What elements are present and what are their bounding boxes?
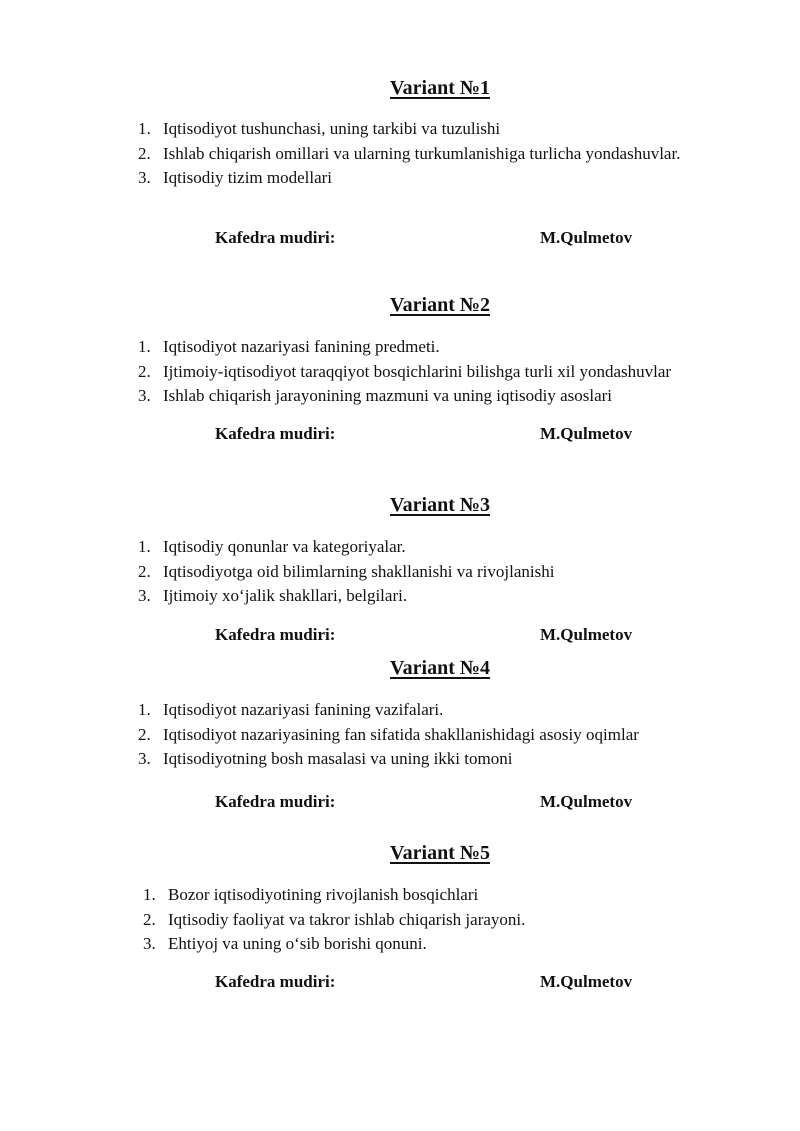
- variant-1-title: Variant №1: [390, 77, 490, 99]
- signature-role: Kafedra mudiri:: [215, 228, 336, 247]
- item-text: Iqtisodiyotning bosh masalasi va uning ikki tomoni: [163, 749, 513, 768]
- variant-2-title: Variant №2: [390, 294, 490, 316]
- variant-4-title: Variant №4: [390, 657, 490, 679]
- item-text: Iqtisodiyot nazariyasining fan sifatida shakllanishidagi asosiy oqimlar: [163, 724, 639, 744]
- signature-name: M.Qulmetov: [540, 424, 633, 443]
- signature-name: M.Qulmetov: [540, 972, 633, 991]
- list-item: [138, 584, 554, 609]
- item-text: Iqtisodiyotga oid bilimlarning shakllanishi va rivojlanishi: [163, 561, 555, 581]
- item-number: 1.: [138, 337, 151, 356]
- item-number: 2.: [138, 361, 151, 381]
- list-item: [138, 360, 671, 385]
- item-text: Ijtimoiy-iqtisodiyot taraqqiyot bosqichlarini bilishga turli xil yondashuvlar: [163, 361, 672, 381]
- item-text: Ehtiyoj va uning o‘sib borishi qonuni.: [168, 934, 427, 953]
- item-number: 1.: [138, 537, 151, 556]
- item-text: Iqtisodiy qonunlar va kategoriyalar.: [163, 537, 406, 556]
- item-number: 2.: [143, 909, 156, 929]
- signature-role: Kafedra mudiri:: [215, 424, 336, 443]
- variant-2-question-list: [138, 335, 671, 409]
- list-item: [143, 883, 525, 908]
- item-number: 2.: [138, 561, 151, 581]
- item-text: Iqtisodiyot nazariyasi fanining predmeti.: [163, 337, 440, 356]
- list-item: [138, 335, 671, 360]
- variant-1-question-list: [138, 117, 680, 191]
- list-item: [138, 117, 680, 142]
- signature-name: M.Qulmetov: [540, 228, 633, 247]
- signature-name: M.Qulmetov: [540, 625, 633, 644]
- item-text: Iqtisodiy faoliyat va takror ishlab chiqarish jarayoni.: [168, 909, 526, 929]
- list-item: [138, 560, 554, 585]
- list-item: [143, 932, 525, 957]
- item-text: Bozor iqtisodiyotining rivojlanish bosqichlari: [168, 885, 479, 904]
- item-text: Iqtisodiy tizim modellari: [163, 168, 333, 187]
- item-number: 3.: [138, 168, 151, 187]
- item-number: 3.: [143, 934, 156, 953]
- item-number: 2.: [138, 724, 151, 744]
- variant-3-question-list: [138, 535, 554, 609]
- item-number: 1.: [138, 700, 151, 719]
- variant-4-question-list: [138, 698, 639, 772]
- item-number: 2.: [138, 143, 151, 163]
- item-text: Ijtimoiy xo‘jalik shakllari, belgilari.: [163, 586, 408, 605]
- signature-role: Kafedra mudiri:: [215, 972, 336, 991]
- list-item: [138, 384, 671, 409]
- item-number: 3.: [138, 386, 151, 405]
- variant-5-title: Variant №5: [390, 842, 490, 864]
- list-item: [143, 908, 525, 933]
- list-item: [138, 142, 680, 167]
- variant-5-question-list: [143, 883, 525, 957]
- signature-role: Kafedra mudiri:: [215, 792, 336, 811]
- item-text: Ishlab chiqarish omillari va ularning turkumlanishiga turlicha yondashuvlar.: [163, 143, 681, 163]
- signature-role: Kafedra mudiri:: [215, 625, 336, 644]
- variant-3-title: Variant №3: [390, 494, 490, 516]
- list-item: [138, 166, 680, 191]
- list-item: [138, 723, 639, 748]
- item-number: 3.: [138, 749, 151, 768]
- list-item: [138, 535, 554, 560]
- item-text: Ishlab chiqarish jarayonining mazmuni va uning iqtisodiy asoslari: [163, 386, 612, 405]
- signature-name: M.Qulmetov: [540, 792, 633, 811]
- item-number: 1.: [138, 119, 151, 138]
- list-item: [138, 698, 639, 723]
- item-number: 1.: [143, 885, 156, 904]
- item-text: Iqtisodiyot tushunchasi, uning tarkibi va tuzulishi: [163, 119, 501, 138]
- item-number: 3.: [138, 586, 151, 605]
- item-text: Iqtisodiyot nazariyasi fanining vazifalari.: [163, 700, 444, 719]
- list-item: [138, 747, 639, 772]
